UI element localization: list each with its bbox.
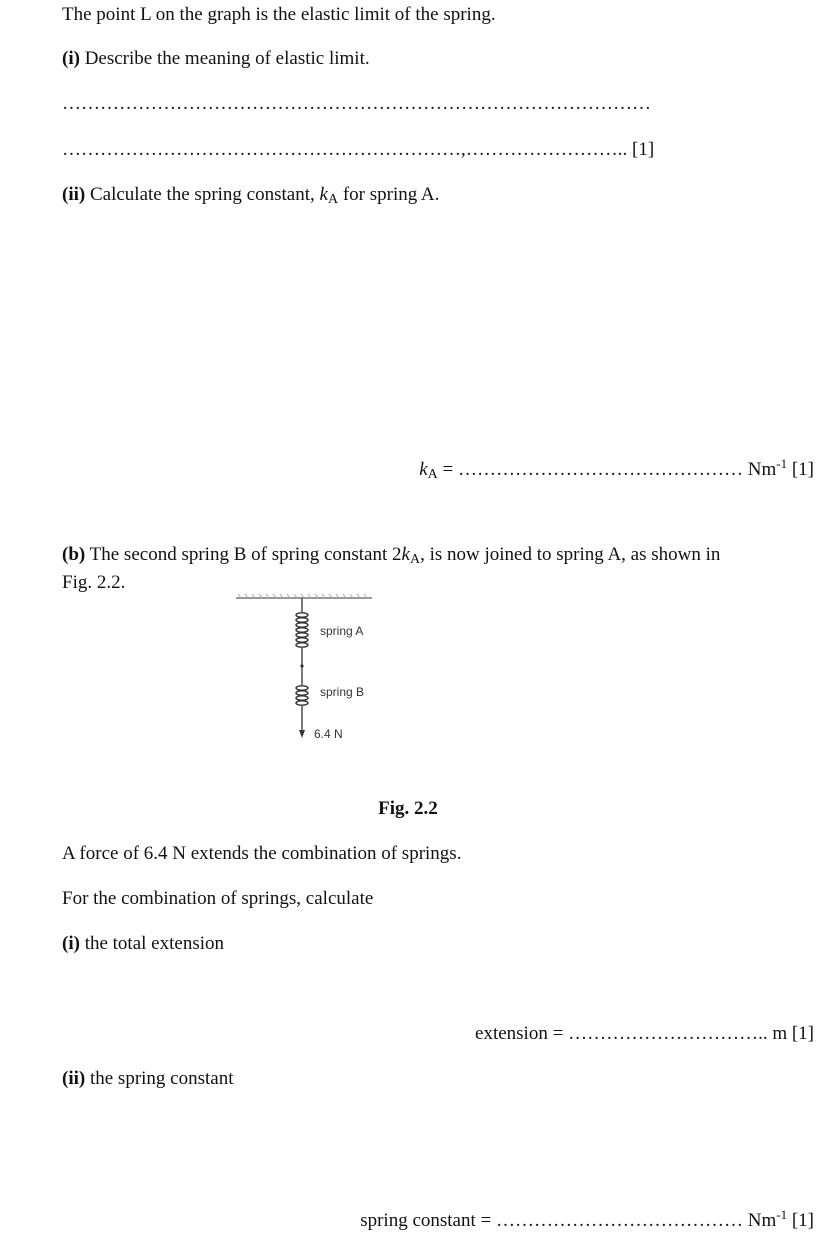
unit-label: Nm: [747, 459, 777, 480]
equals-sign: =: [437, 459, 458, 480]
answer-dots: ………………………………………………………,……………………..: [62, 139, 628, 160]
ka-answer-line: [419, 452, 814, 487]
question-b-i: [62, 932, 224, 956]
symbol-subscript: A: [409, 552, 421, 567]
symbol-k: k: [319, 184, 328, 205]
question-text: the total extension: [79, 933, 224, 954]
arrowhead-icon: [299, 730, 305, 738]
mark-label: [1]: [787, 459, 814, 480]
answer-line-1: …………………………………………………………………………………: [62, 93, 651, 114]
question-label: (i): [62, 933, 80, 954]
question-text-after: for spring A.: [338, 184, 440, 205]
unit-label: m: [772, 1023, 788, 1044]
unit-superscript: -1: [776, 1207, 788, 1222]
spring-constant-answer-line: [360, 1203, 814, 1233]
question-b-line2: Fig. 2.2.: [62, 572, 126, 593]
symbol-subscript: A: [427, 467, 438, 482]
question-label: (ii): [62, 184, 86, 205]
mark-label: [1]: [787, 1023, 814, 1044]
answer-line-2: [62, 138, 654, 162]
answer-prefix: extension =: [475, 1023, 569, 1044]
question-b: [62, 543, 720, 572]
answer-dots: …………………………………: [496, 1210, 748, 1231]
unit-label: Nm: [747, 1210, 777, 1231]
mark-label: [1]: [787, 1210, 814, 1231]
answer-prefix: spring constant =: [360, 1210, 496, 1231]
question-text: Describe the meaning of elastic limit.: [79, 48, 370, 69]
question-label: (b): [62, 544, 86, 565]
question-a-ii: [62, 183, 439, 212]
combo-sentence: For the combination of springs, calculate: [62, 888, 374, 909]
symbol-k: k: [419, 459, 428, 480]
question-a-i: [62, 47, 370, 71]
unit-superscript: -1: [776, 456, 788, 471]
force-sentence: A force of 6.4 N extends the combination of springs.: [62, 843, 462, 864]
question-text-before: Calculate the spring constant,: [85, 184, 320, 205]
intro-text: The point L on the graph is the elastic limit of the spring.: [62, 4, 496, 25]
question-label: (ii): [62, 1068, 86, 1089]
spring-b-coil: [296, 686, 308, 705]
spring-a-coil: [296, 613, 308, 647]
answer-dots: ………………………………………: [458, 459, 748, 480]
symbol-k: k: [401, 544, 410, 565]
joint-dot: [300, 664, 303, 667]
question-text: the spring constant: [85, 1068, 234, 1089]
spring-a-label: spring A: [320, 624, 364, 638]
question-text-after: , is now joined to spring A, as shown in: [420, 544, 721, 565]
question-label: (i): [62, 48, 80, 69]
spring-b-label: spring B: [320, 685, 365, 699]
answer-dots: …………………………..: [568, 1023, 773, 1044]
question-b-ii: [62, 1067, 234, 1091]
spring-diagram: [230, 590, 390, 750]
force-label: 6.4 N: [314, 727, 343, 741]
figure-caption: Fig. 2.2: [378, 798, 438, 819]
symbol-subscript: A: [327, 192, 339, 207]
question-text-before: The second spring B of spring constant 2: [85, 544, 402, 565]
extension-answer-line: [475, 1022, 814, 1046]
mark-label: [1]: [627, 139, 655, 160]
